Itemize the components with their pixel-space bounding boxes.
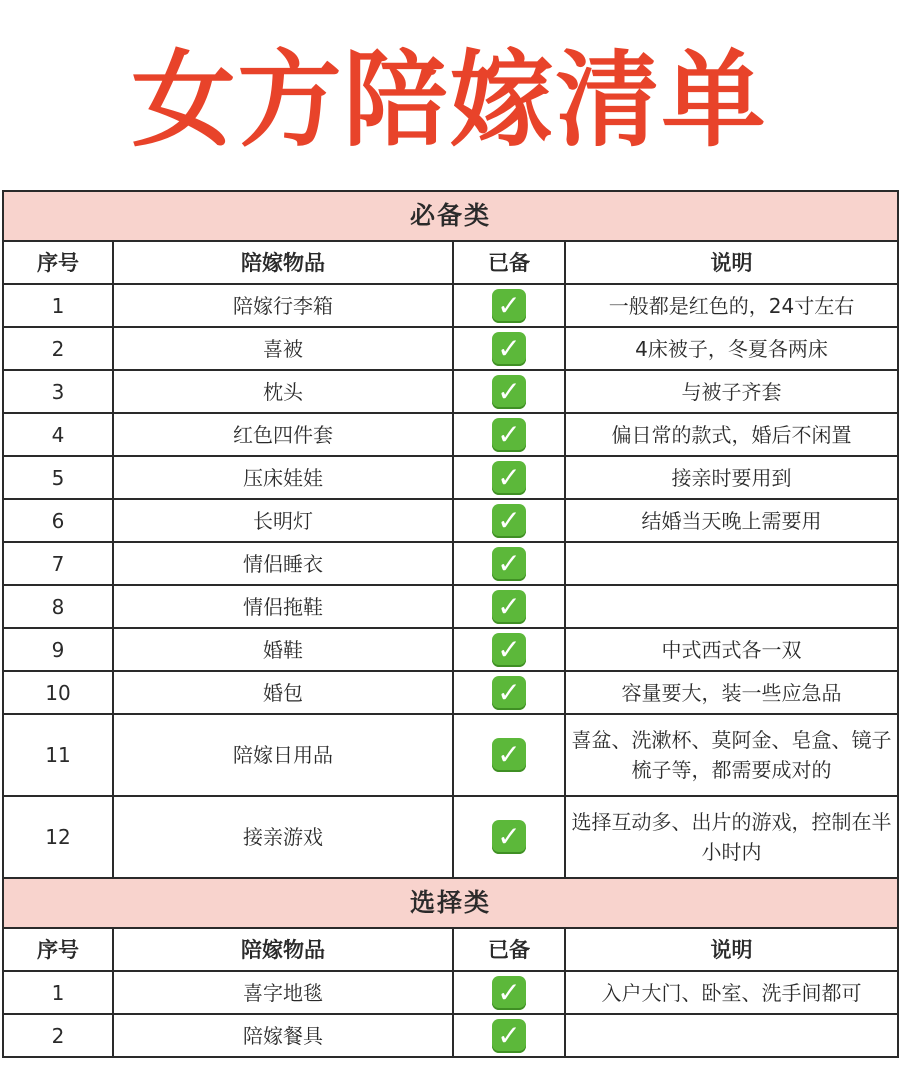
item-name: 喜被 <box>113 327 453 370</box>
row-number: 11 <box>3 714 113 796</box>
item-name: 压床娃娃 <box>113 456 453 499</box>
item-name: 长明灯 <box>113 499 453 542</box>
checkmark-icon: ✓ <box>492 461 526 495</box>
checkmark-icon: ✓ <box>492 633 526 667</box>
page-title: 女方陪嫁清单 <box>131 39 768 161</box>
checkmark-icon: ✓ <box>492 976 526 1010</box>
item-note: 中式西式各一双 <box>565 628 898 671</box>
checkmark-icon: ✓ <box>492 418 526 452</box>
item-note: 接亲时要用到 <box>565 456 898 499</box>
item-name: 接亲游戏 <box>113 796 453 878</box>
checkmark-icon: ✓ <box>492 504 526 538</box>
row-number: 2 <box>3 327 113 370</box>
table-row <box>3 413 898 456</box>
item-note <box>565 1014 898 1057</box>
section-header-row <box>3 191 898 241</box>
prepared-cell <box>453 284 565 327</box>
table-row <box>3 585 898 628</box>
item-name: 情侣睡衣 <box>113 542 453 585</box>
prepared-cell <box>453 1014 565 1057</box>
prepared-cell <box>453 327 565 370</box>
item-note <box>565 542 898 585</box>
column-header-done: 已备 <box>453 928 565 971</box>
column-header-done: 已备 <box>453 241 565 284</box>
row-number: 12 <box>3 796 113 878</box>
table-row <box>3 971 898 1014</box>
section-title: 选择类 <box>3 878 898 928</box>
prepared-cell <box>453 971 565 1014</box>
column-header-note: 说明 <box>565 928 898 971</box>
prepared-cell <box>453 671 565 714</box>
row-number: 5 <box>3 456 113 499</box>
item-note: 入户大门、卧室、洗手间都可 <box>565 971 898 1014</box>
column-header-item: 陪嫁物品 <box>113 241 453 284</box>
table-row <box>3 542 898 585</box>
prepared-cell <box>453 499 565 542</box>
table-row <box>3 284 898 327</box>
section-title: 必备类 <box>3 191 898 241</box>
table-row <box>3 714 898 796</box>
item-name: 陪嫁餐具 <box>113 1014 453 1057</box>
prepared-cell <box>453 413 565 456</box>
row-number: 1 <box>3 971 113 1014</box>
table-row <box>3 1014 898 1057</box>
table-body <box>3 191 898 1057</box>
item-note: 一般都是红色的，24寸左右 <box>565 284 898 327</box>
row-number: 10 <box>3 671 113 714</box>
item-note: 与被子齐套 <box>565 370 898 413</box>
section-header-row <box>3 878 898 928</box>
table-row <box>3 796 898 878</box>
item-note: 结婚当天晚上需要用 <box>565 499 898 542</box>
row-number: 6 <box>3 499 113 542</box>
item-note: 4床被子，冬夏各两床 <box>565 327 898 370</box>
checkmark-icon: ✓ <box>492 738 526 772</box>
checkmark-icon: ✓ <box>492 289 526 323</box>
column-header-no: 序号 <box>3 241 113 284</box>
prepared-cell <box>453 456 565 499</box>
item-note: 喜盆、洗漱杯、莫阿金、皂盒、镜子梳子等，都需要成对的 <box>565 714 898 796</box>
item-note: 偏日常的款式，婚后不闲置 <box>565 413 898 456</box>
row-number: 7 <box>3 542 113 585</box>
item-name: 陪嫁行李箱 <box>113 284 453 327</box>
column-header-note: 说明 <box>565 241 898 284</box>
row-number: 3 <box>3 370 113 413</box>
item-name: 情侣拖鞋 <box>113 585 453 628</box>
checkmark-icon: ✓ <box>492 375 526 409</box>
column-header-row <box>3 928 898 971</box>
table-row <box>3 370 898 413</box>
column-header-no: 序号 <box>3 928 113 971</box>
checkmark-icon: ✓ <box>492 547 526 581</box>
row-number: 9 <box>3 628 113 671</box>
table-row <box>3 628 898 671</box>
checkmark-icon: ✓ <box>492 332 526 366</box>
checkmark-icon: ✓ <box>492 1019 526 1053</box>
row-number: 2 <box>3 1014 113 1057</box>
table-row <box>3 499 898 542</box>
prepared-cell <box>453 370 565 413</box>
checkmark-icon: ✓ <box>492 590 526 624</box>
item-note <box>565 585 898 628</box>
prepared-cell <box>453 628 565 671</box>
column-header-item: 陪嫁物品 <box>113 928 453 971</box>
item-name: 红色四件套 <box>113 413 453 456</box>
item-name: 婚鞋 <box>113 628 453 671</box>
item-name: 喜字地毯 <box>113 971 453 1014</box>
table-row <box>3 671 898 714</box>
checkmark-icon: ✓ <box>492 820 526 854</box>
row-number: 4 <box>3 413 113 456</box>
item-note: 选择互动多、出片的游戏，控制在半小时内 <box>565 796 898 878</box>
item-name: 枕头 <box>113 370 453 413</box>
dowry-checklist-table <box>2 190 899 1058</box>
prepared-cell <box>453 542 565 585</box>
row-number: 1 <box>3 284 113 327</box>
checkmark-icon: ✓ <box>492 676 526 710</box>
prepared-cell <box>453 796 565 878</box>
column-header-row <box>3 241 898 284</box>
item-note: 容量要大，装一些应急品 <box>565 671 898 714</box>
prepared-cell <box>453 714 565 796</box>
item-name: 陪嫁日用品 <box>113 714 453 796</box>
item-name: 婚包 <box>113 671 453 714</box>
table-row <box>3 327 898 370</box>
table-row <box>3 456 898 499</box>
prepared-cell <box>453 585 565 628</box>
row-number: 8 <box>3 585 113 628</box>
